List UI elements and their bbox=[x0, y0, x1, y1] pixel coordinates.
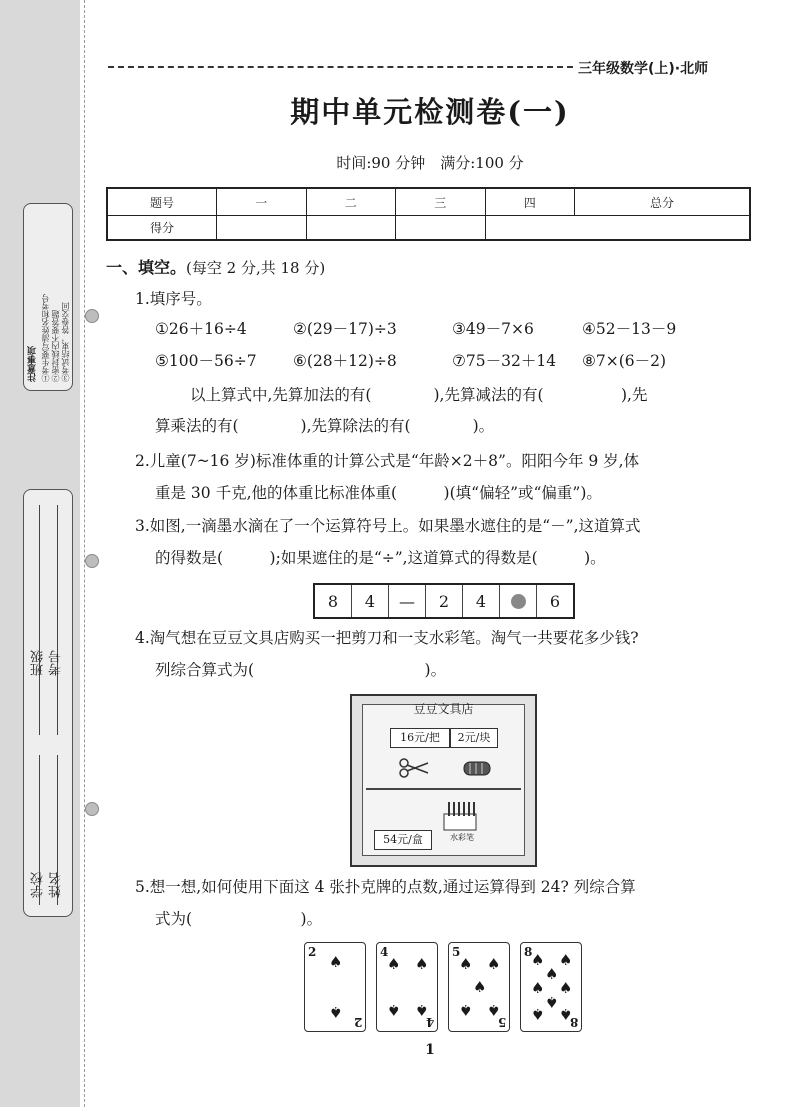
score-cell: 得分 bbox=[107, 216, 217, 241]
pens-label: 水彩笔 bbox=[450, 833, 474, 842]
score-cell: 三 bbox=[396, 188, 486, 216]
spade-icon: ♠ bbox=[459, 1001, 473, 1019]
equation-cell: — bbox=[388, 585, 425, 617]
card-rank: 5 bbox=[497, 1015, 506, 1029]
binding-hole bbox=[85, 309, 99, 323]
equation-cell: 2 bbox=[425, 585, 462, 617]
question-text: 列综合算式为( )。 bbox=[155, 661, 447, 679]
equation-cell: 8 bbox=[327, 591, 339, 611]
score-cell: 二 bbox=[306, 188, 396, 216]
spade-icon: ♠ bbox=[559, 979, 573, 997]
question-text: 的得数是( );如果遮住的是“÷”,这道算式的得数是( )。 bbox=[155, 549, 606, 567]
spade-icon: ♠ bbox=[387, 955, 401, 973]
score-input[interactable] bbox=[396, 216, 486, 241]
card-rank: 4 bbox=[380, 945, 389, 959]
question-text: 3.如图,一滴墨水滴在了一个运算符号上。如果墨水遮住的是“－”,这道算式 bbox=[135, 517, 641, 535]
spade-icon: ♠ bbox=[531, 951, 545, 969]
field-line bbox=[57, 505, 58, 735]
section-title: 一、填空。 bbox=[106, 258, 187, 277]
spade-icon: ♠ bbox=[487, 955, 501, 973]
exam-meta: 时间:90 分钟 满分:100 分 bbox=[336, 154, 524, 172]
page-number: 1 bbox=[425, 1042, 435, 1058]
spade-icon: ♠ bbox=[559, 951, 573, 969]
notes-title: 注意事项 bbox=[28, 346, 38, 382]
stationery-shop-illustration bbox=[350, 694, 537, 867]
playing-card bbox=[304, 942, 366, 1032]
expression: ④52－13－9 bbox=[582, 320, 677, 338]
equation-strip bbox=[313, 583, 575, 619]
score-table bbox=[106, 187, 751, 241]
score-cell: 四 bbox=[485, 188, 575, 216]
playing-card bbox=[448, 942, 510, 1032]
school-label: 学校 bbox=[31, 872, 46, 898]
scissors-icon bbox=[398, 756, 430, 780]
section-heading bbox=[106, 255, 325, 278]
page-title: 期中单元检测卷(一) bbox=[290, 95, 570, 129]
class-label: 班级 bbox=[31, 650, 46, 676]
question-text: 4.淘气想在豆豆文具店购买一把剪刀和一支水彩笔。淘气一共要花多少钱? bbox=[135, 629, 639, 647]
note-item: ①考生要写清姓名和考号 bbox=[41, 294, 50, 382]
question-text: 式为( )。 bbox=[155, 910, 323, 928]
score-input[interactable] bbox=[217, 216, 307, 241]
price-tag: 2元/块 bbox=[450, 728, 498, 748]
expression: ②(29－17)÷3 bbox=[293, 320, 397, 338]
spade-icon: ♠ bbox=[487, 1001, 501, 1019]
note-item: ②密封线内不要答题 bbox=[51, 310, 60, 382]
question-text: 5.想一想,如何使用下面这 4 张扑克牌的点数,通过运算得到 24? 列综合算 bbox=[135, 878, 636, 896]
expression: ⑥(28＋12)÷8 bbox=[293, 352, 397, 370]
shop-name: 豆豆文具店 bbox=[413, 702, 474, 716]
equation-cell: 4 bbox=[462, 585, 499, 617]
card-rank: 8 bbox=[569, 1015, 578, 1029]
student-info-box bbox=[23, 489, 73, 917]
section-note: (每空 2 分,共 18 分) bbox=[186, 259, 326, 277]
score-cell: 一 bbox=[217, 188, 307, 216]
equation-cell: 4 bbox=[351, 585, 388, 617]
expression: ⑦75－32＋14 bbox=[452, 352, 557, 370]
shelf bbox=[366, 788, 521, 790]
spade-icon: ♠ bbox=[545, 993, 559, 1011]
equation-cell: 6 bbox=[536, 585, 573, 617]
price-tag: 16元/把 bbox=[390, 728, 450, 748]
card-rank: 5 bbox=[452, 945, 461, 959]
name-label: 姓名 bbox=[49, 872, 64, 898]
note-item: ③考试结束，答卷交回 bbox=[61, 302, 70, 382]
binding-hole bbox=[85, 802, 99, 816]
spade-icon: ♠ bbox=[545, 965, 559, 983]
playing-card bbox=[376, 942, 438, 1032]
field-line bbox=[39, 505, 40, 735]
playing-card bbox=[520, 942, 582, 1032]
ink-blot-icon bbox=[511, 594, 526, 609]
card-rank: 2 bbox=[353, 1015, 362, 1029]
spade-icon: ♠ bbox=[387, 1001, 401, 1019]
expression: ③49－7×6 bbox=[452, 320, 534, 338]
spade-icon: ♠ bbox=[473, 978, 487, 996]
spade-icon: ♠ bbox=[559, 1005, 573, 1023]
spade-icon: ♠ bbox=[531, 1005, 545, 1023]
notes-box bbox=[23, 203, 73, 391]
score-header-row bbox=[107, 188, 750, 216]
question-text: 算乘法的有( ),先算除法的有( )。 bbox=[155, 417, 495, 435]
spade-icon: ♠ bbox=[459, 955, 473, 973]
question-1-title: 1.填序号。 bbox=[135, 290, 212, 308]
exam-number-label: 考号 bbox=[49, 650, 64, 676]
score-input[interactable] bbox=[485, 216, 750, 241]
card-rank: 2 bbox=[308, 945, 317, 959]
price-tag: 54元/盒 bbox=[374, 830, 432, 850]
header-rule bbox=[108, 66, 573, 68]
spade-icon: ♠ bbox=[531, 979, 545, 997]
score-cell: 总分 bbox=[575, 188, 751, 216]
spade-icon: ♠ bbox=[415, 955, 429, 973]
expression: ⑤100－56÷7 bbox=[155, 352, 257, 370]
score-input[interactable] bbox=[306, 216, 396, 241]
question-text: 重是 30 千克,他的体重比标准体重( )(填“偏轻”或“偏重”)。 bbox=[155, 484, 602, 502]
color-pens-icon bbox=[440, 800, 480, 832]
card-rank: 8 bbox=[524, 945, 533, 959]
spade-icon: ♠ bbox=[329, 953, 343, 971]
score-value-row bbox=[107, 216, 750, 241]
eraser-icon bbox=[462, 758, 492, 778]
card-rank: 4 bbox=[425, 1015, 434, 1029]
question-text: 2.儿童(7~16 岁)标准体重的计算公式是“年龄×2＋8”。阳阳今年 9 岁,体 bbox=[135, 452, 640, 470]
score-cell: 题号 bbox=[107, 188, 217, 216]
expression: ①26＋16÷4 bbox=[155, 320, 247, 338]
binding-hole bbox=[85, 554, 99, 568]
expression: ⑧7×(6－2) bbox=[582, 352, 667, 370]
ink-blot-cell bbox=[499, 585, 536, 617]
spade-icon: ♠ bbox=[329, 1003, 343, 1021]
spade-icon: ♠ bbox=[415, 1001, 429, 1019]
question-text: 以上算式中,先算加法的有( ),先算减法的有( ),先 bbox=[190, 386, 648, 404]
subject-label: 三年级数学(上)·北师 bbox=[578, 61, 709, 77]
